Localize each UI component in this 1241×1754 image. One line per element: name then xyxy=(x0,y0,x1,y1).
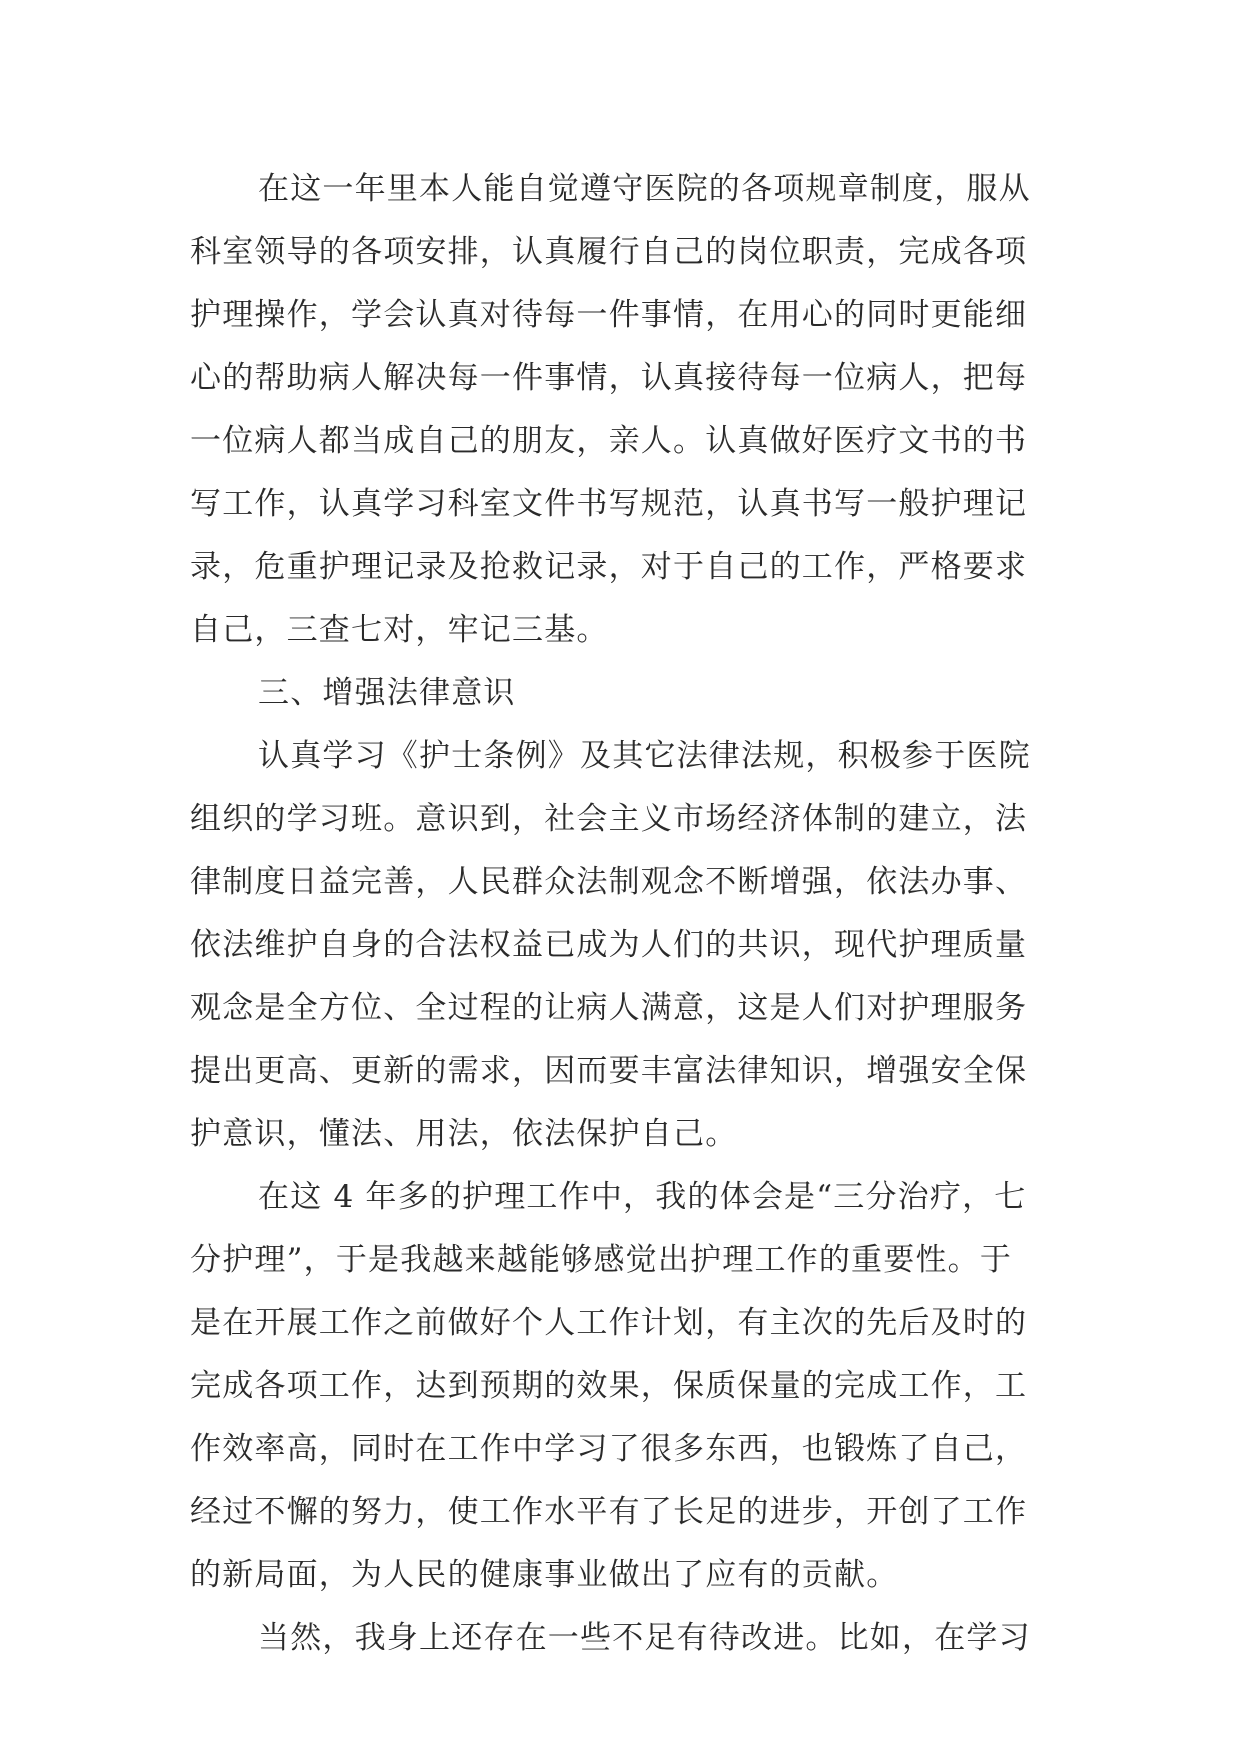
text-line: 组织的学习班。意识到，社会主义市场经济体制的建立，法 xyxy=(190,801,1028,837)
text-line: 一位病人都当成自己的朋友，亲人。认真做好医疗文书的书 xyxy=(190,423,1028,459)
text-line: 录，危重护理记录及抢救记录，对于自己的工作，严格要求 xyxy=(190,549,1028,585)
text-line: 作效率高，同时在工作中学习了很多东西，也锻炼了自己， xyxy=(190,1431,1028,1467)
text-line: 护意识，懂法、用法，依法保护自己。 xyxy=(190,1116,738,1152)
text-line: 是在开展工作之前做好个人工作计划，有主次的先后及时的 xyxy=(190,1305,1028,1341)
text-line: 的新局面，为人民的健康事业做出了应有的贡献。 xyxy=(190,1557,899,1593)
text-line: 经过不懈的努力，使工作水平有了长足的进步，开创了工作 xyxy=(190,1494,1028,1530)
text-line: 提出更高、更新的需求，因而要丰富法律知识，增强安全保 xyxy=(190,1053,1028,1089)
text-line: 在这 4 年多的护理工作中，我的体会是“三分治疗，七 xyxy=(258,1179,1027,1215)
text-line: 依法维护自身的合法权益已成为人们的共识，现代护理质量 xyxy=(190,927,1028,963)
text-line: 分护理”，于是我越来越能够感觉出护理工作的重要性。于 xyxy=(190,1242,1013,1278)
text-line: 律制度日益完善，人民群众法制观念不断增强，依法办事、 xyxy=(190,864,1028,900)
body-text xyxy=(190,158,1060,1670)
text-line: 当然，我身上还存在一些不足有待改进。比如，在学习 xyxy=(258,1620,1031,1656)
text-line: 护理操作，学会认真对待每一件事情，在用心的同时更能细 xyxy=(190,297,1028,333)
text-line: 观念是全方位、全过程的让病人满意，这是人们对护理服务 xyxy=(190,990,1028,1026)
text-line: 完成各项工作，达到预期的效果，保质保量的完成工作，工 xyxy=(190,1368,1028,1404)
section-heading: 三、增强法律意识 xyxy=(258,675,516,711)
text-line: 在这一年里本人能自觉遵守医院的各项规章制度，服从 xyxy=(258,171,1031,207)
text-line: 科室领导的各项安排，认真履行自己的岗位职责，完成各项 xyxy=(190,234,1028,270)
text-line: 自己，三查七对，牢记三基。 xyxy=(190,612,609,648)
text-line: 心的帮助病人解决每一件事情，认真接待每一位病人，把每 xyxy=(190,360,1028,396)
text-line: 写工作，认真学习科室文件书写规范，认真书写一般护理记 xyxy=(190,486,1028,522)
text-line: 认真学习《护士条例》及其它法律法规，积极参于医院 xyxy=(258,738,1031,774)
